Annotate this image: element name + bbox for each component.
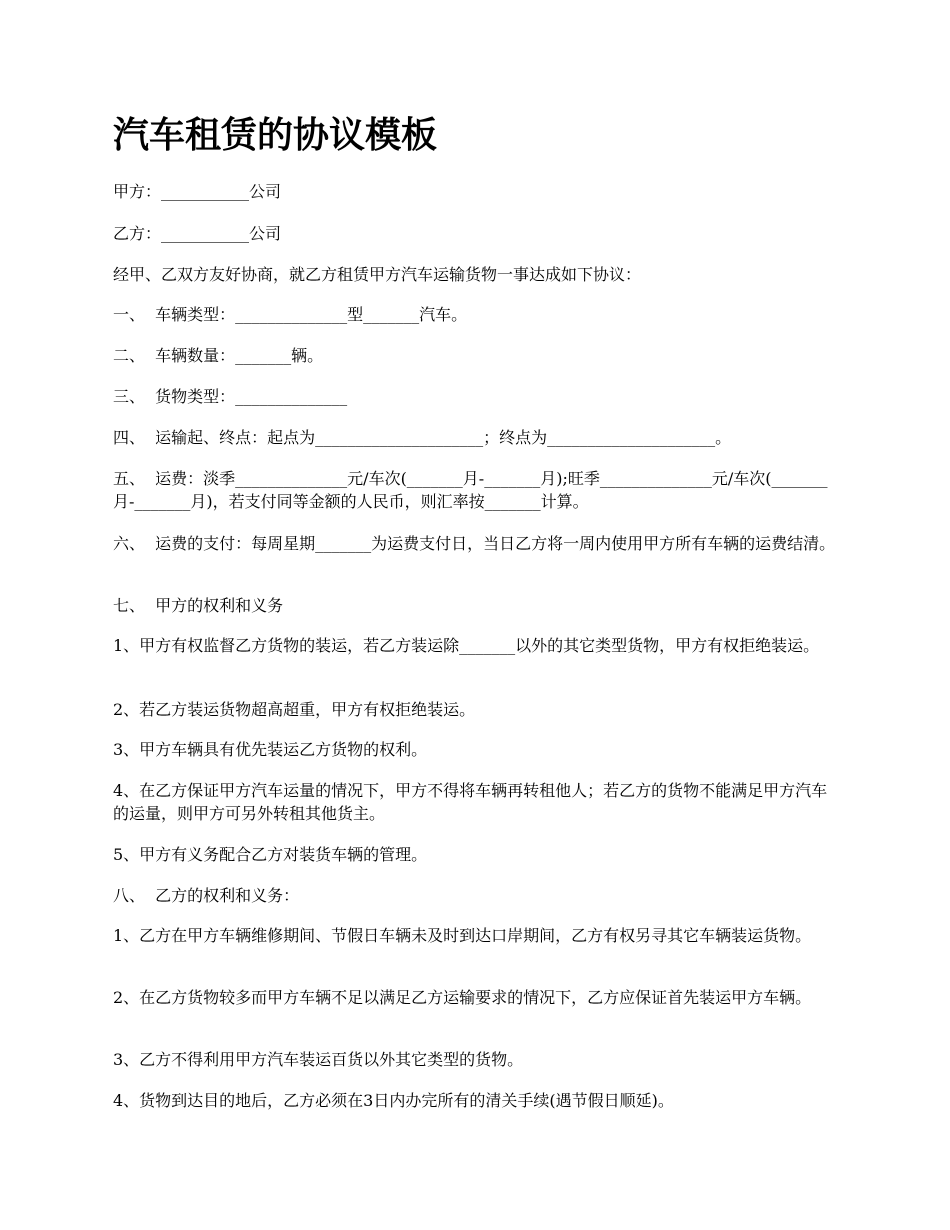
- section-8-item-1: 1、乙方在甲方车辆维修期间、节假日车辆未及时到达口岸期间，乙方有权另寻其它车辆装运货物。: [113, 926, 812, 945]
- section-8-item-2: 2、在乙方货物较多而甲方车辆不足以满足乙方运输要求的情况下，乙方应保证首先装运甲方车辆。: [113, 988, 812, 1007]
- intro-paragraph: 经甲、乙双方友好协商，就乙方租赁甲方汽车运输货物一事达成如下协议：: [113, 265, 642, 284]
- clause-1-vehicle-type: 一、 车辆类型：______________型_______汽车。: [113, 305, 468, 324]
- clause-3-cargo-type: 三、 货物类型：______________: [113, 387, 348, 406]
- section-7-item-1: 1、甲方有权监督乙方货物的装运，若乙方装运除_______以外的其它类型货物，甲方有权拒绝装运。: [113, 636, 820, 655]
- clause-6-payment: 六、 运费的支付：每周星期_______为运费支付日，当日乙方将一周内使用甲方所有车辆的运费结清。: [113, 534, 836, 553]
- clause-4-route: 四、 运输起、终点：起点为_____________________；终点为_____________________。: [113, 428, 732, 447]
- section-7-heading: 七、 甲方的权利和义务: [113, 596, 284, 615]
- section-7-item-3: 3、甲方车辆具有优先装运乙方货物的权利。: [113, 740, 428, 759]
- clause-2-vehicle-count: 二、 车辆数量：_______辆。: [113, 346, 324, 365]
- party-b-line: 乙方：___________公司: [113, 224, 282, 243]
- section-7-item-5: 5、甲方有义务配合乙方对装货车辆的管理。: [113, 845, 428, 864]
- party-a-line: 甲方：___________公司: [113, 182, 282, 201]
- section-8-heading: 八、 乙方的权利和义务：: [113, 886, 300, 905]
- section-7-item-2: 2、若乙方装运货物超高超重，甲方有权拒绝装运。: [113, 700, 476, 719]
- section-8-item-3: 3、乙方不得利用甲方汽车装运百货以外其它类型的货物。: [113, 1050, 524, 1069]
- document-title: 汽车租赁的协议模板: [113, 115, 438, 156]
- section-7-item-4: 4、在乙方保证甲方汽车运量的情况下，甲方不得将车辆再转租他人；若乙方的货物不能满足甲方汽车的运量，则甲方可另外转租其他货主。: [113, 781, 828, 823]
- clause-5-freight: 五、 运费：淡季______________元/车次(_______月-_______月);旺季______________元/车次(_______月-_______月)，若支付同等金额的人民币，则汇率按_______计算。: [113, 469, 828, 511]
- section-8-item-4: 4、货物到达目的地后，乙方必须在3日内办完所有的清关手续(遇节假日顺延)。: [113, 1091, 674, 1110]
